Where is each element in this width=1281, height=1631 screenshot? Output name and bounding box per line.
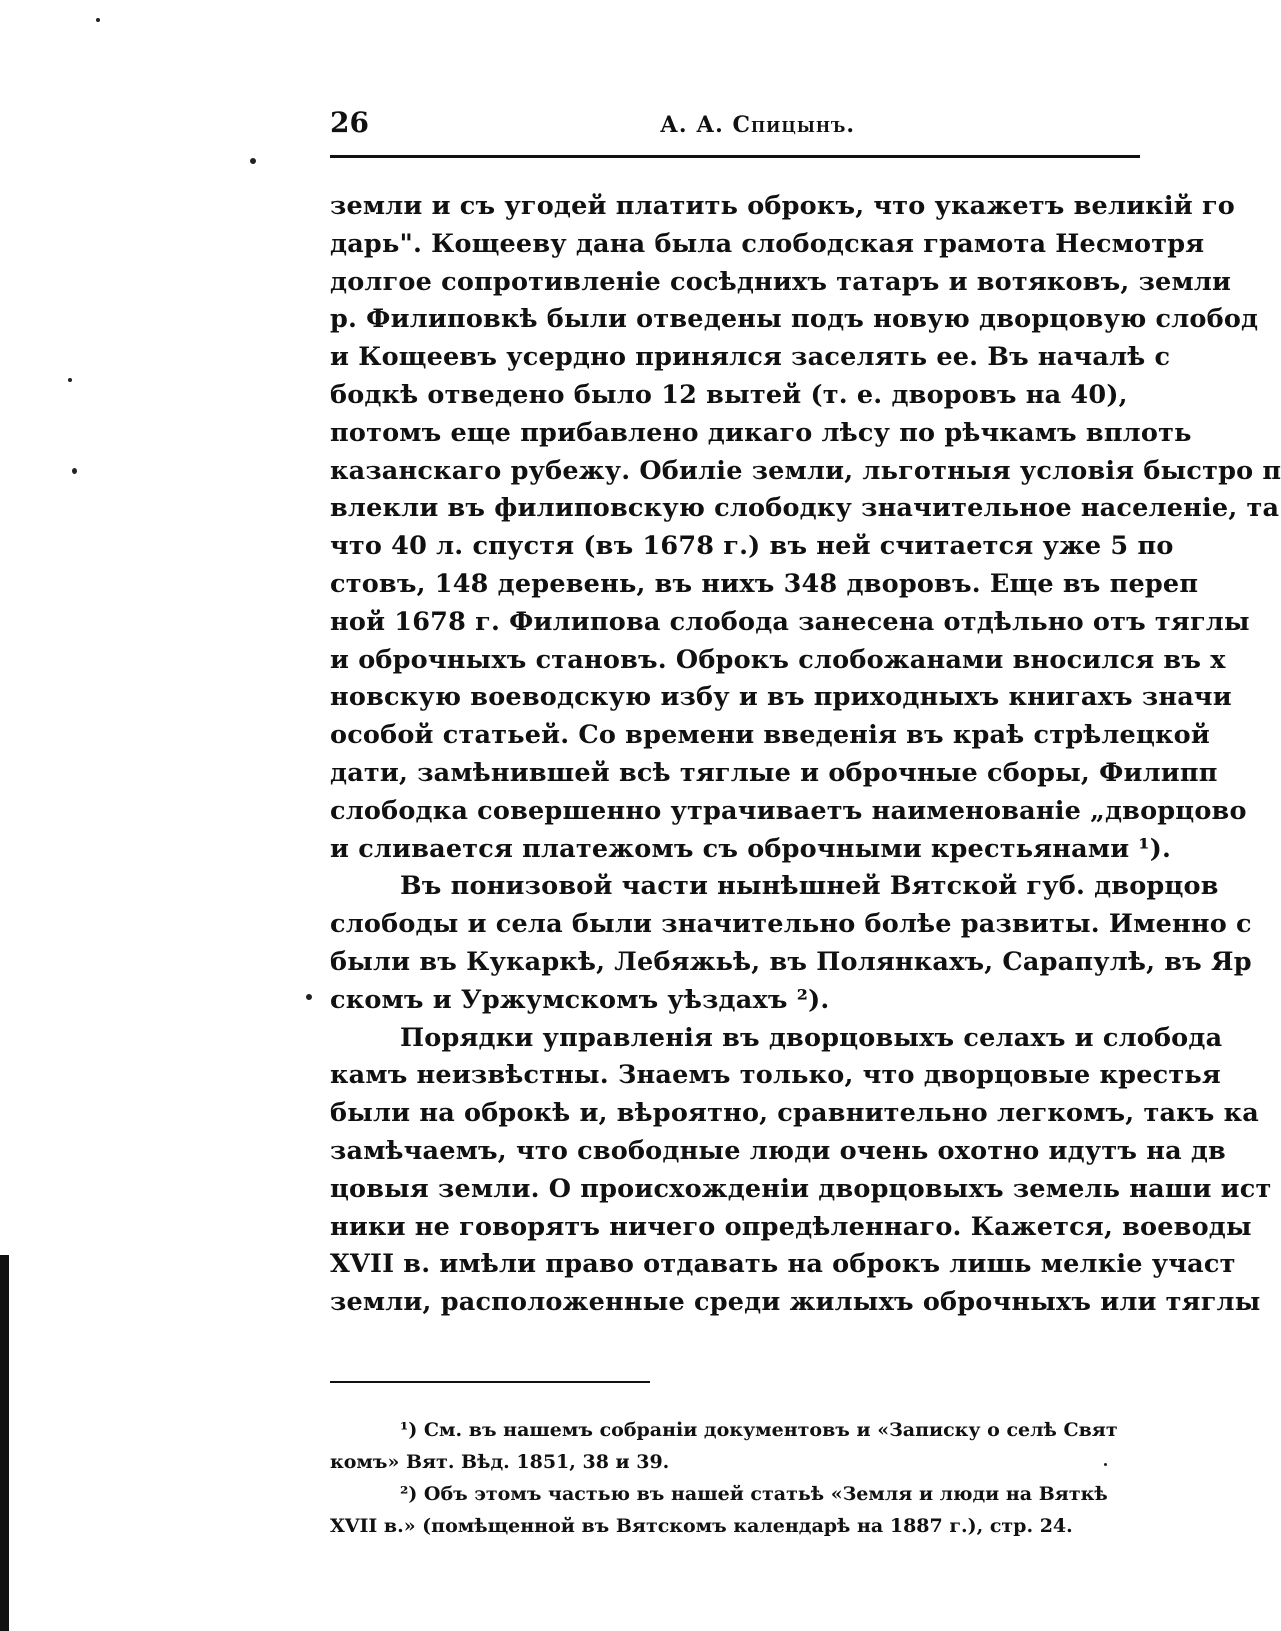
text-line: слободка совершенно утрачиваетъ наименованiе „дворцово	[330, 795, 1247, 826]
text-line: ной 1678 г. Филипова слобода занесена отдѣльно отъ тяглы	[330, 606, 1250, 637]
text-line: р. Филиповкѣ были отведены подъ новую дворцовую слобод	[330, 304, 1259, 335]
scan-speck	[72, 468, 77, 474]
text-line: были въ Кукаркѣ, Лебяжьѣ, въ Полянкахъ, Сарапулѣ, въ Яр	[330, 946, 1252, 977]
text-line: дарь". Кощееву дана была слободская грамота Несмотря	[330, 228, 1205, 259]
text-line: земли и съ угодей платить оброкъ, что укажетъ великiй го	[330, 191, 1235, 221]
text-line: слободы и села были значительно болѣе развиты. Именно с	[330, 909, 1252, 940]
text-line: что 40 л. спустя (въ 1678 г.) въ ней считается уже 5 по	[330, 531, 1174, 562]
scan-binding-edge	[0, 1255, 9, 1631]
paragraph-first-line: Въ понизовой части нынѣшней Вятской губ. дворцов	[400, 871, 1219, 902]
text-line: стовъ, 148 деревень, въ нихъ 348 дворовъ. Еще въ переп	[330, 568, 1199, 599]
text-line: ники не говорятъ ничего опредѣленнаго. Кажется, воеводы	[330, 1211, 1252, 1242]
footnotes	[330, 1414, 1140, 1564]
text-line: камъ неизвѣстны. Знаемъ только, что дворцовые крестья	[330, 1060, 1221, 1091]
text-line: и Кощеевъ усердно принялся заселять ее. Въ началѣ с	[330, 342, 1171, 373]
text-line: бодкѣ отведено было 12 вытей (т. е. дворовъ на 40),	[330, 379, 1128, 410]
text-line: дати, замѣнившей всѣ тяглые и оброчные сборы, Филипп	[330, 757, 1218, 788]
text-line: замѣчаемъ, что свободные люди очень охотно идутъ на дв	[330, 1135, 1226, 1166]
text-line: XVII в. имѣли право отдавать на оброкъ лишь мелкiе участ	[330, 1249, 1236, 1280]
text-line: и сливается платежомъ съ оброчными крестьянами ¹).	[330, 833, 1172, 864]
main-text	[330, 188, 1281, 1338]
header-rule	[330, 155, 1140, 158]
paragraph-first-line: Порядки управленiя въ дворцовыхъ селахъ и слобода	[400, 1022, 1223, 1053]
text-line: долгое сопротивленiе сосѣднихъ татаръ и вотяковъ, земли	[330, 266, 1232, 297]
text-line: новскую воеводскую избу и въ приходныхъ книгахъ значи	[330, 682, 1232, 713]
footnote-line: ¹) См. въ нашемъ собранiи документовъ и «Записку о селѣ Свят	[400, 1419, 1118, 1441]
scan-speck	[96, 18, 100, 22]
footnote-line: ²) Объ этомъ частью въ нашей статьѣ «Земля и люди на Вяткѣ	[400, 1483, 1108, 1505]
page-header	[330, 106, 1140, 146]
text-line: и оброчныхъ становъ. Оброкъ слобожанами вносился въ х	[330, 644, 1226, 675]
text-line: казанскаго рубежу. Обилiе земли, льготныя условiя быстро п	[330, 455, 1281, 486]
text-line: были на оброкѣ и, вѣроятно, сравнительно легкомъ, такъ ка	[330, 1098, 1259, 1129]
text-line: влекли въ филиповскую слободку значительное населенiе, та	[330, 493, 1280, 524]
running-head: А. А. Спицынъ.	[660, 112, 856, 138]
footnote-line: XVII в.» (помѣщенной въ Вятскомъ календарѣ на 1887 г.), стр. 24.	[330, 1515, 1073, 1537]
text-line: потомъ еще прибавлено дикаго лѣсу по рѣчкамъ вплоть	[330, 417, 1192, 448]
text-line: цовыя земли. О происхожденiи дворцовыхъ земель наши ист	[330, 1173, 1272, 1204]
page-number: 26	[330, 106, 369, 139]
scan-speck	[250, 158, 256, 164]
text-line: скомъ и Уржумскомъ уѣздахъ ²).	[330, 984, 830, 1015]
scan-speck	[306, 994, 312, 1000]
footnote-rule	[330, 1381, 650, 1383]
scan-speck	[68, 378, 72, 382]
text-line: земли, расположенные среди жилыхъ оброчныхъ или тяглы	[330, 1287, 1261, 1318]
footnote-line: комъ» Вят. Вѣд. 1851, 38 и 39.	[330, 1451, 670, 1473]
text-line: особой статьей. Со времени введенiя въ краѣ стрѣлецкой	[330, 720, 1210, 751]
